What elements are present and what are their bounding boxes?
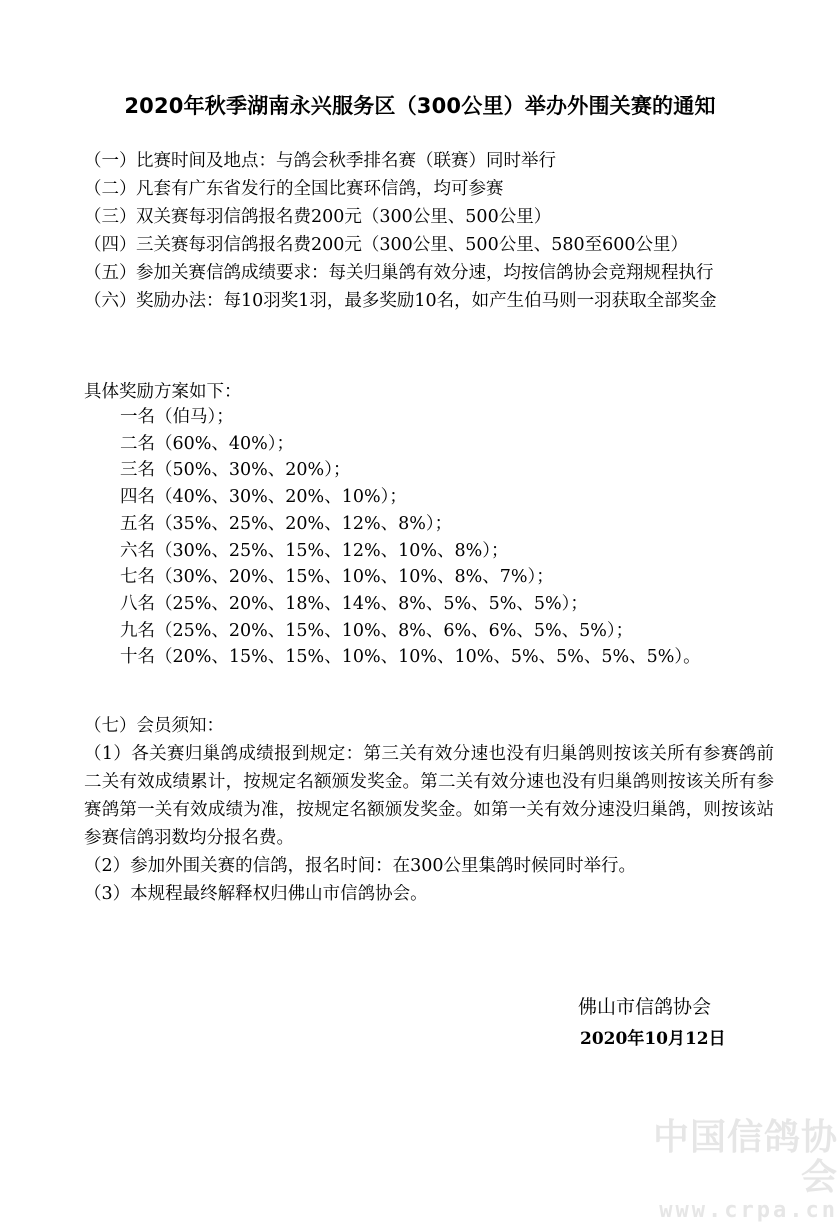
member-rule-3: （3）本规程最终解释权归佛山市信鸽协会。 — [84, 884, 428, 904]
document-title: 2020年秋季湖南永兴服务区（300公里）举办外围关赛的通知 — [124, 94, 716, 118]
notice-items — [84, 147, 764, 315]
watermark-org-name: 中国信鸽协会 — [652, 1117, 838, 1198]
scheme-heading: 具体奖励方案如下： — [84, 382, 242, 402]
member-rule-2: （2）参加外围关赛的信鸽，报名时间：在300公里集鸽时候同时举行。 — [84, 856, 637, 876]
item-text: 凡套有广东省发行的全国比赛环信鸽，均可参赛 — [136, 179, 504, 199]
signature-date: 2020年10月12日 — [580, 1029, 726, 1049]
notice-item — [84, 203, 764, 231]
watermark-logo — [628, 1118, 838, 1224]
prize-scheme-row: 四名（40%、30%、20%、10%）； — [120, 487, 407, 508]
prize-scheme-row: 六名（30%、25%、15%、12%、10%、8%）； — [120, 540, 509, 561]
member-notes-heading: （七）会员须知： — [84, 716, 224, 736]
item-number: （三） — [84, 207, 137, 227]
prize-scheme-row: 八名（25%、20%、18%、14%、8%、5%、5%、5%）； — [120, 593, 588, 614]
prize-scheme-row: 一名（伯马）； — [120, 407, 234, 427]
member-rule-1: （1）各关赛归巢鸽成绩报到规定：第三关有效分速也没有归巢鸽则按该关所有参赛鸽前二关有效成绩累计，按规定名额颁发奖金。第二关有效分速也没有归巢鸽则按该关所有参赛鸽第一关有效成绩为准，按规定名额颁发奖金。如第一关有效分速没归巢鸽，则按该站参赛信鸽羽数均分报名费。 — [84, 744, 774, 848]
item-number: （一） — [84, 151, 137, 171]
item-text: 参加关赛信鸽成绩要求：每关归巢鸽有效分速，均按信鸽协会竞翔规程执行 — [136, 263, 714, 283]
item-text: 三关赛每羽信鸽报名费200元（300公里、500公里、580至600公里） — [136, 235, 689, 255]
item-number: （四） — [84, 235, 137, 255]
prize-scheme-row: 二名（60%、40%）； — [120, 433, 295, 454]
item-text: 奖励办法：每10羽奖1羽，最多奖励10名，如产生伯马则一羽获取全部奖金 — [136, 291, 717, 311]
prize-scheme-row: 九名（25%、20%、15%、10%、8%、6%、6%、5%、5%）； — [120, 620, 634, 641]
item-number: （五） — [84, 263, 137, 283]
signature-org: 佛山市信鸽协会 — [578, 996, 712, 1018]
item-number: （六） — [84, 291, 137, 311]
notice-item — [84, 175, 764, 203]
prize-scheme-list — [120, 404, 701, 671]
prize-scheme-row: 七名（30%、20%、15%、10%、10%、8%、7%）； — [120, 567, 554, 588]
prize-scheme-row: 三名（50%、30%、20%）； — [120, 460, 351, 481]
item-number: （二） — [84, 179, 137, 199]
notice-item — [84, 287, 764, 315]
prize-scheme-row: 十名（20%、15%、15%、10%、10%、10%、5%、5%、5%、5%）。 — [120, 647, 701, 668]
member-notes — [84, 712, 774, 908]
item-text: 双关赛每羽信鸽报名费200元（300公里、500公里） — [136, 207, 552, 227]
item-text: 比赛时间及地点：与鸽会秋季排名赛（联赛）同时举行 — [136, 151, 556, 171]
watermark-url: www.crpa.cn — [659, 1198, 838, 1223]
notice-item — [84, 259, 764, 287]
prize-scheme-row: 五名（35%、25%、20%、12%、8%）； — [120, 513, 453, 534]
notice-item — [84, 147, 764, 175]
notice-item — [84, 231, 764, 259]
